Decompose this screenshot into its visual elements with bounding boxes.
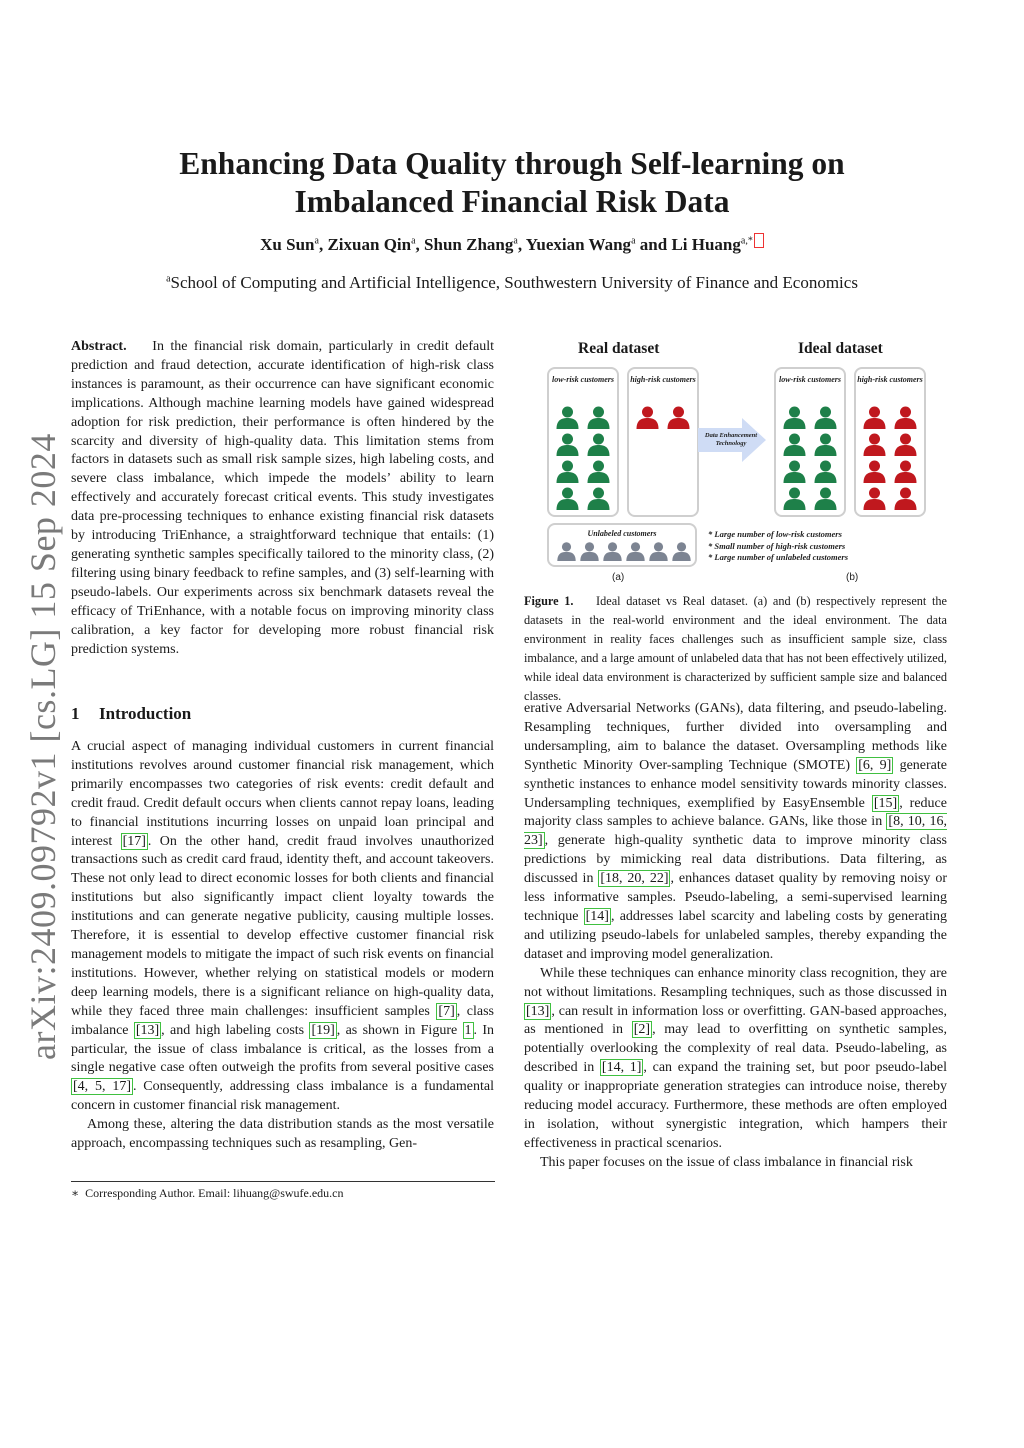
intro-paragraph-1: A crucial aspect of managing individual customers in current financial institutions revolves around customer financial risk management, which primarily encompasses two categories of risk events: credit default and credit fraud. Credit default occurs when clients cannot repay loans, leading to financial institutions incurring losses on unpaid loan principal and interest [17] . On the other hand, credit fraud involves unauthorized transactions such as credit card fraud, identity theft, and account takeovers. These not only lead to direct economic losses for both clients and financial institutions but also significantly impact client loyalty towards the institutions and can generate negative publicity, causing multiple losses. Therefore, it is essential to develop effective customer financial risk management models to mitigate the impact of such risk events on financial institutions. However, whether relying on statistical models or modern deep learning models, there is a significant reliance on high-quality data, while they faced three main challenges: insufficient samples [7] , class imbalance [13] , and high labeling costs [19] , as shown in Figure 1 . In particular, the issue of class imbalance is critical, as the losses from a single negative case often outweigh the profits from several positive cases [4, 5, 17] . Consequently, addressing class imbalance is a fundamental concern in customer financial risk management. [71,739,494,1114]
person-icon [861,459,888,483]
subfigure-a-label: (a) [612,572,625,583]
person-icon [892,486,919,510]
person-icon [781,486,808,510]
ideal-high-risk-panel [854,367,926,517]
author-affiliation-marker: a [314,235,319,247]
abstract-label: Abstract. [71,339,127,354]
author-name: Xu Sun [260,235,315,254]
caption-label: Figure 1. [524,594,574,608]
author-list: Xu Sun$^a$, Zixuan Qin$^a$, Shun Zhang$^a$, Yuexian Wang$^a$ and Li Huang$^{a,*}$ [60,233,964,255]
person-icon [892,405,919,429]
figure-note: * Large number of unlabeled customers [708,552,849,562]
real-high-risk-icons [633,405,693,429]
figure-note: * Small number of high-risk customers [708,540,846,551]
person-icon [781,405,808,429]
person-icon [812,405,839,429]
right-column [524,700,947,1173]
author-affiliation-marker: a [411,235,416,247]
real-low-risk-icons [553,405,613,510]
person-icon [585,486,612,510]
figure-caption [524,592,947,706]
person-icon [781,459,808,483]
author-name: Li Huang [671,235,741,254]
real-low-risk-panel [547,367,619,517]
citation-link[interactable]: 1 [464,1022,472,1038]
person-icon [812,432,839,456]
affiliation [60,273,964,293]
citation-link[interactable]: [14] [585,908,609,924]
ideal-dataset-title: Ideal dataset [798,340,883,357]
person-icon [554,432,581,456]
person-icon [554,459,581,483]
unlabeled-icons [555,541,693,561]
right-paragraph-1: erative Adversarial Networks (GANs), data filtering, and pseudo-labeling. Resampling techniques, further divided into oversampling and undersampling, aim to balance the dataset. Oversampling methods like Synthetic Minority Over-sampling Technique (SMOTE) [6, 9] generate synthetic instances to enhance model sensitivity towards minority classes. Undersampling techniques, exemplified by EasyEnsemble [15] , reduce majority class samples to achieve balance. GANs, like those in [8, 10, 16, 23] , generate high-quality synthetic data to improve minority class predictions by mimicking real data distributions. Data filtering, as discussed in [18, 20, 22] , enhances dataset quality by removing noisy or less informative samples. Pseudo-labeling, a semi-supervised learning technique [14] , addresses label scarcity and labeling costs by generating and utilizing pseudo-labels for unlabeled samples, thereby expanding the dataset and improving model generalization. [524,701,947,962]
person-icon [602,541,623,561]
intro-paragraph-2: Among these, altering the data distribution stands as the most versatile approach, encompassing techniques such as resampling, Gen- [71,1117,494,1152]
person-icon [585,432,612,456]
section-number: 1 [71,704,80,723]
person-icon [781,432,808,456]
corresponding-author-link[interactable] [754,233,764,248]
person-icon [554,405,581,429]
author-name: Yuexian Wang [525,235,632,254]
person-icon [665,405,692,429]
person-icon [585,459,612,483]
ideal-low-risk-panel [774,367,846,517]
figure-notes [708,529,848,564]
author-name: Zixuan Qin [327,235,412,254]
ideal-low-risk-icons [780,405,840,510]
person-icon [671,541,692,561]
person-icon [554,486,581,510]
right-paragraph-2: While these techniques can enhance minority class recognition, they are not without limitations. Resampling techniques, such as those discussed in [13] , can result in information loss or overfitting. GAN-based approaches, as mentioned in [2] , may lead to overfitting on synthetic samples, potentially overlooking the complexity of real data. Pseudo-labeling, as described in [14, 1] , can expand the training set, but poor pseudo-label quality or inappropriate generation strategies can introduce noise, thereby reducing model accuracy. Furthermore, these methods are often employed in isolation, without synergistic integration, which hampers their effectiveness in practical scenarios. [524,965,948,1151]
caption-text: Ideal dataset vs Real dataset. (a) and (b) respectively represent the datasets in the real-world environment and the ideal environment. The data environment in reality faces challenges such as insufficient sample size, class imbalance, and a large amount of unlabeled data that has not been effectively utilized, while ideal data environment is characterized by sufficient sample size and balanced classes. [524,594,947,703]
real-high-risk-panel [627,367,699,517]
citation-link[interactable]: [7] [438,1003,455,1019]
author-name: Shun Zhang [424,235,514,254]
citation-link[interactable]: [18, 20, 22] [600,871,669,887]
person-icon [861,432,888,456]
abstract [71,338,494,659]
real-high-risk-label: high-risk customers [630,375,696,384]
citation-link[interactable]: [13] [135,1022,160,1038]
affiliation-marker: a [166,273,171,285]
citation-link[interactable]: [4, 5, 17] [73,1079,131,1095]
citation-link[interactable]: [14, 1] [601,1060,642,1076]
unlabeled-panel [547,523,697,567]
person-icon [556,541,577,561]
figure-1 [540,330,940,590]
person-icon [579,541,600,561]
right-paragraph-3: This paper focuses on the issue of class imbalance in financial risk [540,1154,913,1170]
title-line-1: Enhancing Data Quality through Self-learning on [179,146,845,181]
person-icon [812,459,839,483]
title-line-2: Imbalanced Financial Risk Data [294,184,730,219]
unlabeled-label: Unlabeled customers [587,529,657,538]
subfigure-b-label: (b) [846,572,859,583]
ideal-low-risk-label: low-risk customers [778,375,841,384]
person-icon [861,486,888,510]
citation-link[interactable]: [17] [122,833,146,849]
person-icon [648,541,669,561]
figure-note: * Large number of low-risk customers [708,529,842,539]
section-title: Introduction [99,704,192,723]
person-icon [892,459,919,483]
citation-link[interactable]: [13] [526,1003,550,1019]
real-low-risk-label: low-risk customers [551,375,614,384]
person-icon [892,432,919,456]
person-icon [634,405,661,429]
ideal-high-risk-label: high-risk customers [857,375,923,384]
author-affiliation-marker: a [631,235,636,247]
person-icon [861,405,888,429]
abstract-text: In the financial risk domain, particularly in credit default prediction and fraud detection, accurate identification of high-risk class instances is paramount, as their occurrence can have significant economic implications. Although machine learning models have gained widespread adoption for risk prediction, their performance is often hindered by the scarcity and diversity of high-quality data. This limitation stems from factors in datasets such as small risk sample sizes, high labeling costs, and severe class imbalance, which impede the models’ ability to learn effectively and accurately forecast critical events. This study investigates data pre-processing techniques to enhance existing financial risk datasets by introducing TriEnhance, a straightforward technique that entails: (1) generating synthetic samples specifically tailored to the minority class, (2) filtering using binary feedback to refine samples, and (3) self-learning with pseudo-labels. Our experiments across six benchmark datasets reveal the efficacy of TriEnhance, with a notable focus on improving minority class calibration, a key factor for developing more robust financial risk prediction systems. [71,339,494,657]
footnote-text: Corresponding Author. Email: lihuang@swufe.edu.cn [85,1186,344,1200]
citation-link[interactable]: [19] [311,1022,335,1038]
citation-link[interactable]: [15] [873,795,898,811]
person-icon [812,486,839,510]
author-affiliation-marker: a,* [740,235,753,247]
real-dataset-title: Real dataset [578,340,660,357]
author-affiliation-marker: a [513,235,518,247]
ideal-high-risk-icons [860,405,920,510]
citation-link[interactable]: [8, 10, 16, 23] [524,814,947,849]
footnote [71,1186,344,1201]
citation-link[interactable]: [6, 9] [858,757,892,773]
intro-column [71,738,494,1154]
paper-title [60,145,964,221]
person-icon [625,541,646,561]
arxiv-stamp: arXiv:2409.09792v1 [cs.LG] 15 Sep 2024 [23,433,63,1060]
footnote-rule [71,1181,495,1182]
section-heading [71,704,191,724]
person-icon [585,405,612,429]
citation-link[interactable]: [2] [633,1022,651,1038]
footnote-marker: ∗ [71,1186,80,1200]
affiliation-text: School of Computing and Artificial Intelligence, Southwestern University of Finance and Economics [170,273,858,292]
arrow-label: Data Enhancement Technology [704,432,758,447]
